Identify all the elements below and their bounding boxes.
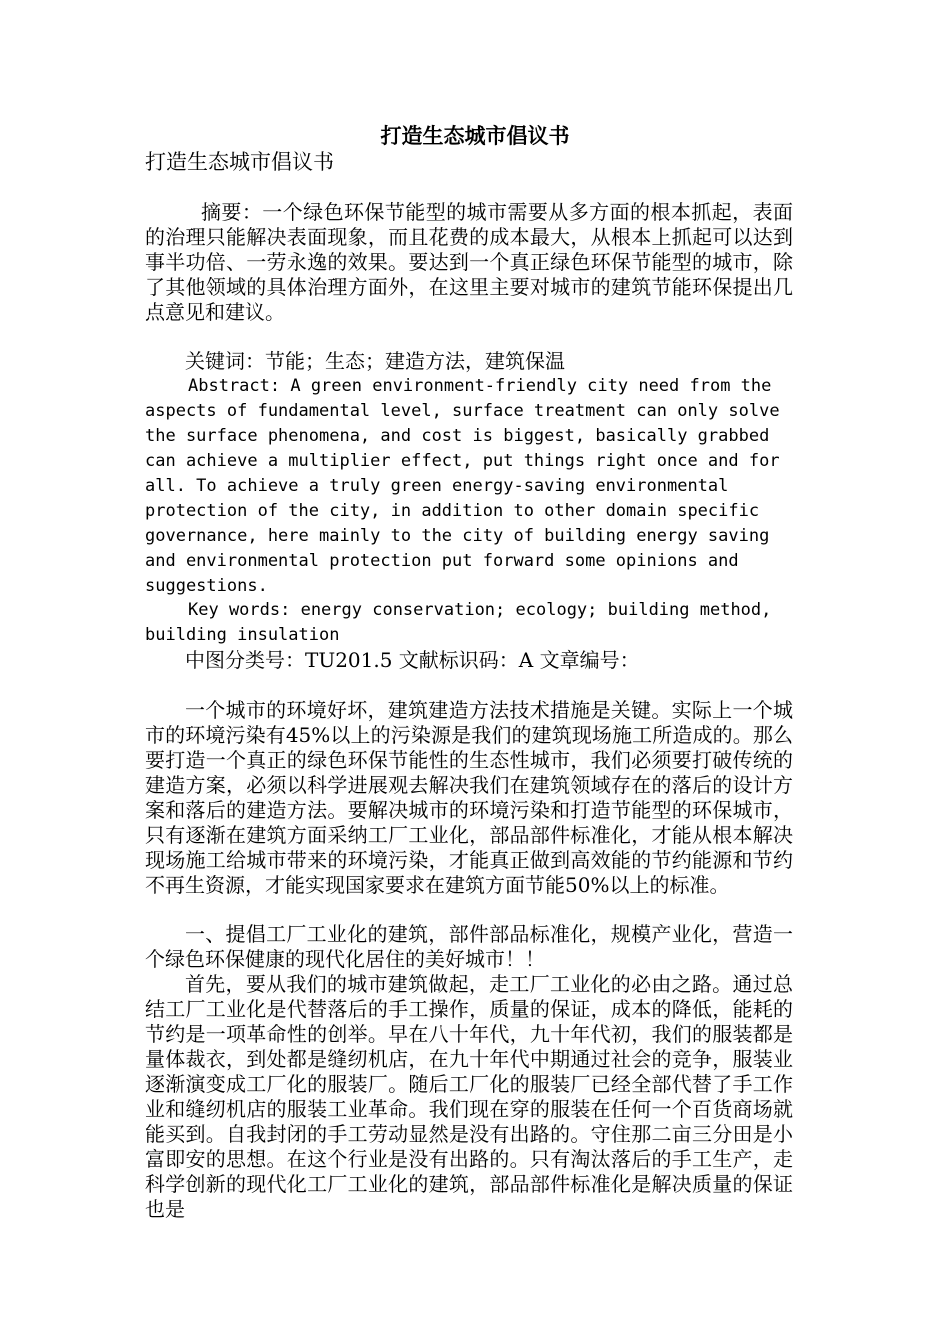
section-1-paragraph: 首先，要从我们的城市建筑做起，走工厂工业化的必由之路。通过总结工厂工业化是代替落后的手工操作，质量的保证，成本的降低，能耗的节约是一项革命性的创举。早在八十年代，九十年代初，我们的服装都是量体裁衣，到处都是缝纫机店，在九十年代中期通过社会的竞争，服装业逐渐演变成工厂化的服装厂。随后工厂化的服装厂已经全部代替了手工作业和缝纫机店的服装工业革命。我们现在穿的服装在任何一个百货商场就能买到。自我封闭的手工劳动显然是没有出路的。守住那二亩三分田是小富即安的思想。在这个行业是没有出路的。只有淘汰落后的手工生产，走科学创新的现代化工厂工业化的建筑，部品部件标准化是解决质量的保证也是 — [145, 972, 793, 1221]
abstract-en: Abstract: A green environment-friendly city need from the aspects of fundamental level, surface treatment can only solve the surface phenomena, and cost is biggest, basically grabbed can achieve a multiplier effect, put things right once and for all. To achieve a truly green energy-saving environmental protection of the city, in addition to other domain specific governance, here mainly to the city of building energy saving and environmental protection put forward some opinions and suggestions. — [145, 376, 780, 596]
classification-line: 中图分类号：TU201.5 文献标识码：A 文章编号： — [185, 648, 640, 672]
document-subtitle: 打造生态城市倡议书 — [145, 150, 334, 174]
keywords-en: Key words: energy conservation; ecology; building method, building insulation — [145, 600, 772, 645]
abstract-cn: 摘要：一个绿色环保节能型的城市需要从多方面的根本抓起，表面的治理只能解决表面现象，而且花费的成本最大，从根本上抓起可以达到事半功倍、一劳永逸的效果。要达到一个真正绿色环保节能型的城市，除了其他领域的具体治理方面外，在这里主要对城市的建筑节能环保提出几点意见和建议。 — [145, 200, 793, 324]
keywords-cn: 关键词：节能；生态；建造方法，建筑保温 — [185, 349, 565, 373]
intro-paragraph: 一个城市的环境好坏，建筑建造方法技术措施是关键。实际上一个城市的环境污染有45%以上的污染源是我们的建筑现场施工所造成的。那么要打造一个真正的绿色环保节能性的生态性城市，我们必须要打破传统的建造方案，必须以科学进展观去解决我们在建筑领域存在的落后的设计方案和落后的建造方法。要解决城市的环境污染和打造节能型的环保城市，只有逐渐在建筑方面采纳工厂工业化，部品部件标准化，才能从根本解决现场施工给城市带来的环境污染，才能真正做到高效能的节约能源和节约不再生资源，才能实现国家要求在建筑方面节能50%以上的标准。 — [145, 698, 793, 897]
document-title: 打造生态城市倡议书 — [380, 123, 570, 148]
section-heading-1: 一、提倡工厂工业化的建筑，部件部品标准化，规模产业化，营造一个绿色环保健康的现代化居住的美好城市！！ — [145, 922, 793, 971]
